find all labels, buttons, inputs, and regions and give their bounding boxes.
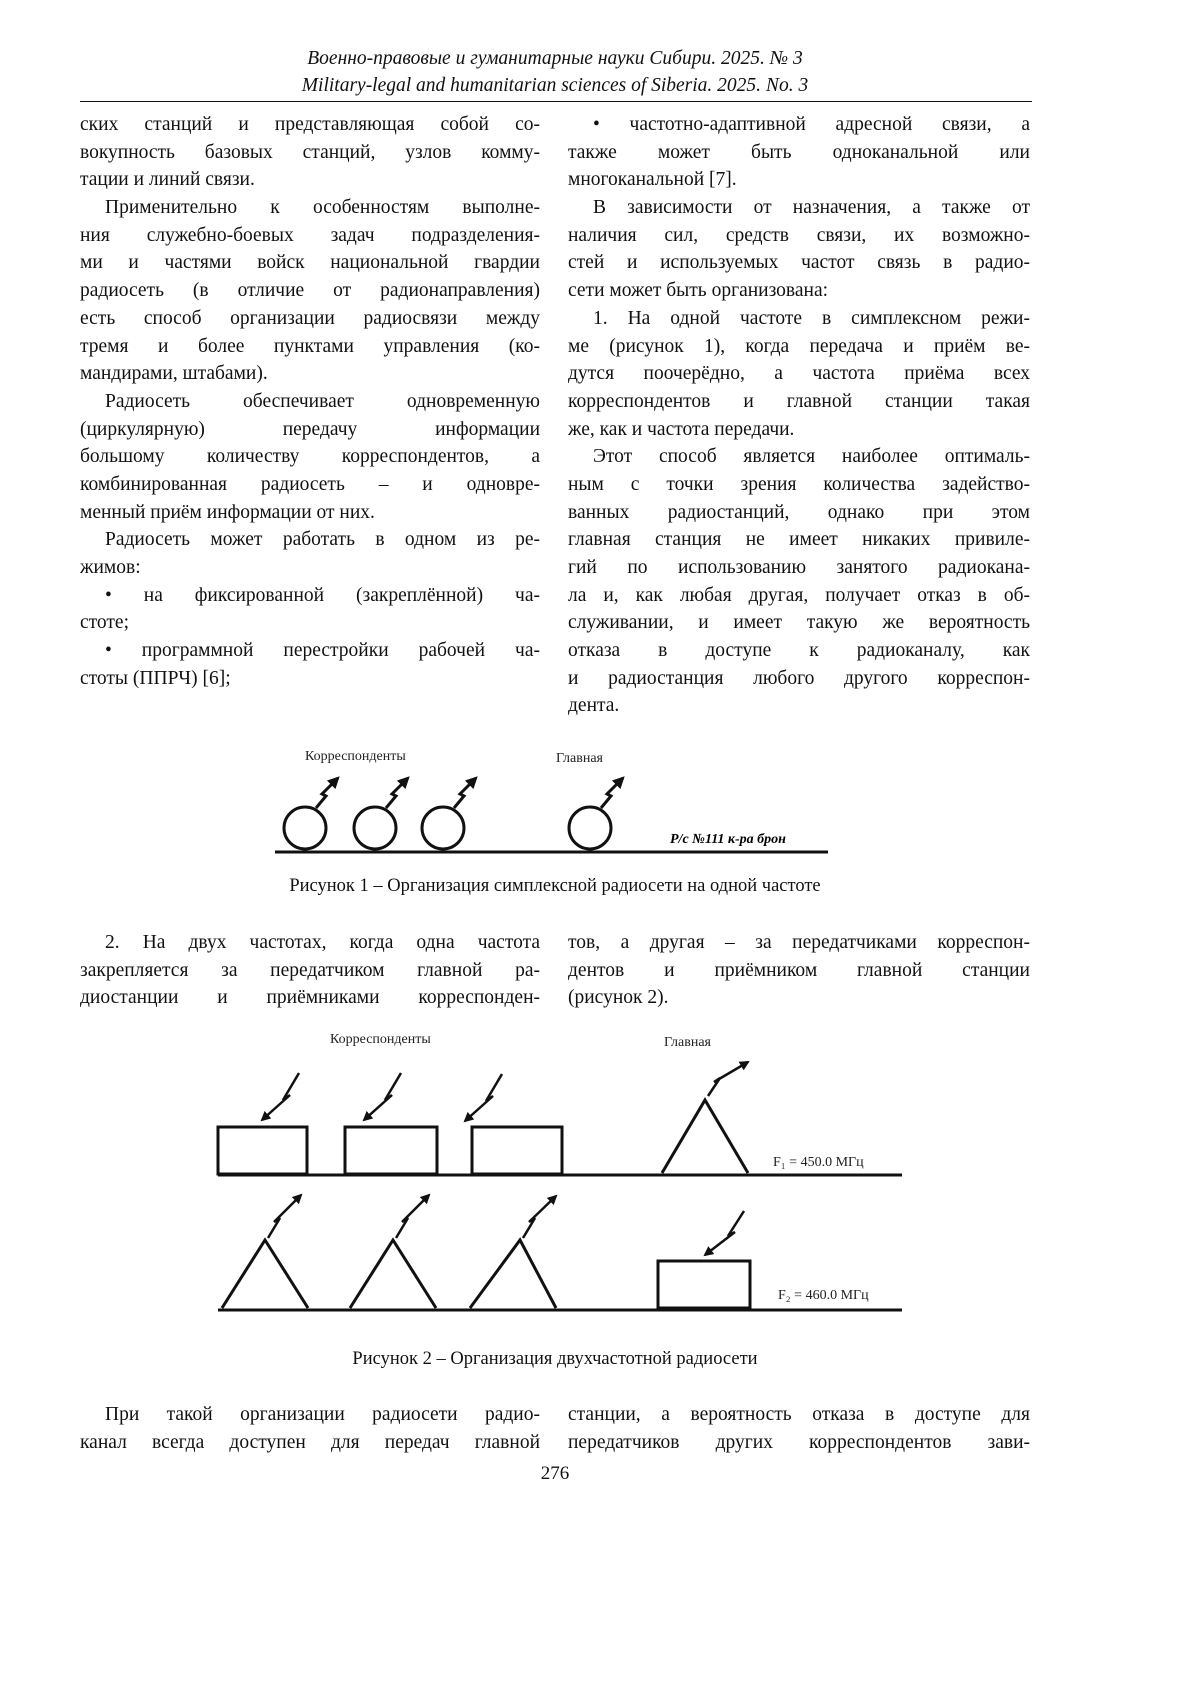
transmitter-triangle (222, 1240, 308, 1308)
text-line: Радиосеть обеспечивает одновременную (105, 390, 540, 412)
text-line: ме (рисунок 1), когда передача и приём ве- (568, 335, 1030, 357)
text-line: станции, а вероятность отказа в доступе для (568, 1404, 1030, 1425)
frequency-f1: F₁ = 450.0 МГц (773, 1155, 864, 1170)
paragraph (80, 929, 540, 1012)
text-line: главная станция не имеет никаких привиле- (568, 529, 1030, 551)
text-column-right-bottom (568, 1401, 1030, 1456)
text-line: дутся поочерёдно, а частота приёма всех (568, 363, 1030, 385)
frequency-f2: F₂ = 460.0 МГц (778, 1288, 869, 1303)
text-line: • на фиксированной (закреплённой) ча- (105, 584, 540, 606)
text-line: закрепляется за передатчиком главной ра- (80, 959, 540, 981)
receiver-box (218, 1127, 307, 1174)
transmit-arrow-icon (708, 1062, 748, 1096)
receiver-box (345, 1127, 437, 1174)
text-line: мандирами, штабами). (80, 363, 268, 385)
text-line: также может быть одноканальной или (568, 141, 1030, 163)
page-number: 276 (540, 1463, 570, 1484)
transmitter-triangle (662, 1100, 748, 1173)
text-line: многоканальной [7]. (568, 169, 737, 191)
figure-2 (218, 1032, 902, 1310)
text-line: При такой организации радиосети радио- (105, 1404, 540, 1425)
station-circle (354, 807, 396, 849)
text-line: жимов: (80, 557, 141, 578)
text-line: тов, а другая – за передатчиками корреспон- (568, 932, 1030, 953)
text-line: Применительно к особенностям выполне- (105, 197, 540, 219)
receive-arrow-icon (364, 1073, 401, 1120)
paragraph (568, 1401, 1030, 1456)
text-line: радиосеть (в отличие от радионаправления) (80, 280, 540, 302)
text-column-left-bottom (80, 1401, 540, 1456)
text-line: служивании, и имеет такую же вероятность (568, 612, 1030, 634)
text-line: менный приём информации от них. (80, 501, 375, 523)
text-line: дента. (568, 695, 620, 717)
text-line: 2. На двух частотах, когда одна частота (105, 932, 540, 953)
paragraph (80, 1401, 540, 1456)
text-line: тремя и более пунктами управления (ко- (80, 335, 540, 357)
text-line: ми и частями войск национальной гвардии (80, 252, 540, 274)
text-column-left-mid (80, 929, 540, 1012)
text-line: и радиостанция любого другого корреспон- (568, 667, 1030, 689)
text-line: передатчиков других корреспондентов зави- (568, 1431, 1030, 1453)
text-line: отказа в доступе к радиоканалу, как (568, 640, 1030, 662)
journal-title-ru: Военно-правовые и гуманитарные науки Сибири. 2025. № 3 (307, 48, 803, 69)
figure2-label-main: Главная (664, 1035, 711, 1050)
text-line: стоты (ППРЧ) [6]; (80, 667, 231, 689)
transmit-arrow-icon (396, 1195, 429, 1238)
station-circle (422, 807, 464, 849)
text-line: 1. На одной частоте в симплексном режи- (593, 307, 1030, 329)
transmit-arrow-icon (454, 778, 476, 808)
receiver-box-main (658, 1261, 750, 1308)
journal-title-en: Military-legal and humanitarian sciences of Siberia. 2025. No. 3 (301, 75, 809, 96)
text-column-right-mid (568, 929, 1030, 1012)
text-line: В зависимости от назначения, а также от (593, 197, 1030, 219)
transmit-arrow-icon (268, 1195, 301, 1238)
receiver-box (472, 1127, 562, 1174)
transmit-arrow-icon (316, 778, 338, 808)
text-line: • частотно-адаптивной адресной связи, а (593, 114, 1030, 135)
text-line: гий по использованию занятого радиокана- (568, 557, 1030, 578)
figure1-label-correspondents: Корреспонденты (305, 749, 406, 764)
figure-1 (275, 749, 828, 852)
text-line: корреспондентов и главной станции такая (568, 390, 1030, 412)
transmitter-triangle (350, 1240, 436, 1308)
station-circle (284, 807, 326, 849)
text-line: • программной перестройки рабочей ча- (105, 640, 540, 662)
receive-arrow-icon (705, 1211, 744, 1255)
text-line: Радиосеть может работать в одном из ре- (105, 529, 540, 551)
text-line: (рисунок 2). (568, 987, 669, 1009)
text-line: же, как и частота передачи. (568, 418, 795, 440)
paragraph (568, 929, 1030, 1012)
transmit-arrow-icon (386, 778, 408, 808)
text-line: вокупность базовых станций, узлов комму- (80, 141, 540, 163)
text-line: ния служебно-боевых задач подразделения- (80, 224, 540, 246)
text-line: тации и линий связи. (80, 169, 255, 191)
text-line: Этот способ является наиболее оптималь- (593, 446, 1030, 468)
figure1-caption: Рисунок 1 – Организация симплексной радиосети на одной частоте (289, 876, 821, 896)
text-line: стей и используемых частот связь в радио- (568, 252, 1030, 274)
figure2-caption: Рисунок 2 – Организация двухчастотной радиосети (352, 1349, 758, 1369)
text-line: наличия сил, средств связи, их возможно- (568, 224, 1030, 246)
text-line: ла и, как любая другая, получает отказ в об- (568, 584, 1030, 606)
text-line: сети может быть организована: (568, 280, 829, 302)
figure2-label-correspondents: Корреспонденты (330, 1032, 431, 1047)
text-line: комбинированная радиосеть – и одновре- (80, 473, 540, 495)
figure1-label-main: Главная (556, 751, 603, 766)
text-line: (циркулярную) передачу информации (80, 418, 540, 440)
text-line: ских станций и представляющая собой со- (80, 114, 540, 135)
text-line: стоте; (80, 612, 130, 634)
text-line: дентов и приёмником главной станции (568, 959, 1030, 981)
text-line: есть способ организации радиосвязи между (80, 307, 540, 329)
text-line: ванных радиостанций, однако при этом (568, 501, 1030, 523)
station-circle-main (569, 807, 611, 849)
transmit-arrow-icon (523, 1196, 556, 1238)
receive-arrow-icon (465, 1074, 502, 1121)
receive-arrow-icon (262, 1073, 299, 1120)
text-line: канал всегда доступен для передач главной (80, 1431, 540, 1453)
text-line: ным с точки зрения количества задейство- (568, 473, 1030, 495)
text-line: большому количеству корреспондентов, а (80, 446, 540, 468)
transmitter-triangle (470, 1240, 556, 1308)
figure1-station-label: Р/с №111 к-ра брон (670, 832, 786, 847)
text-line: диостанции и приёмниками корреспонден- (80, 987, 540, 1009)
transmit-arrow-icon (601, 778, 623, 808)
